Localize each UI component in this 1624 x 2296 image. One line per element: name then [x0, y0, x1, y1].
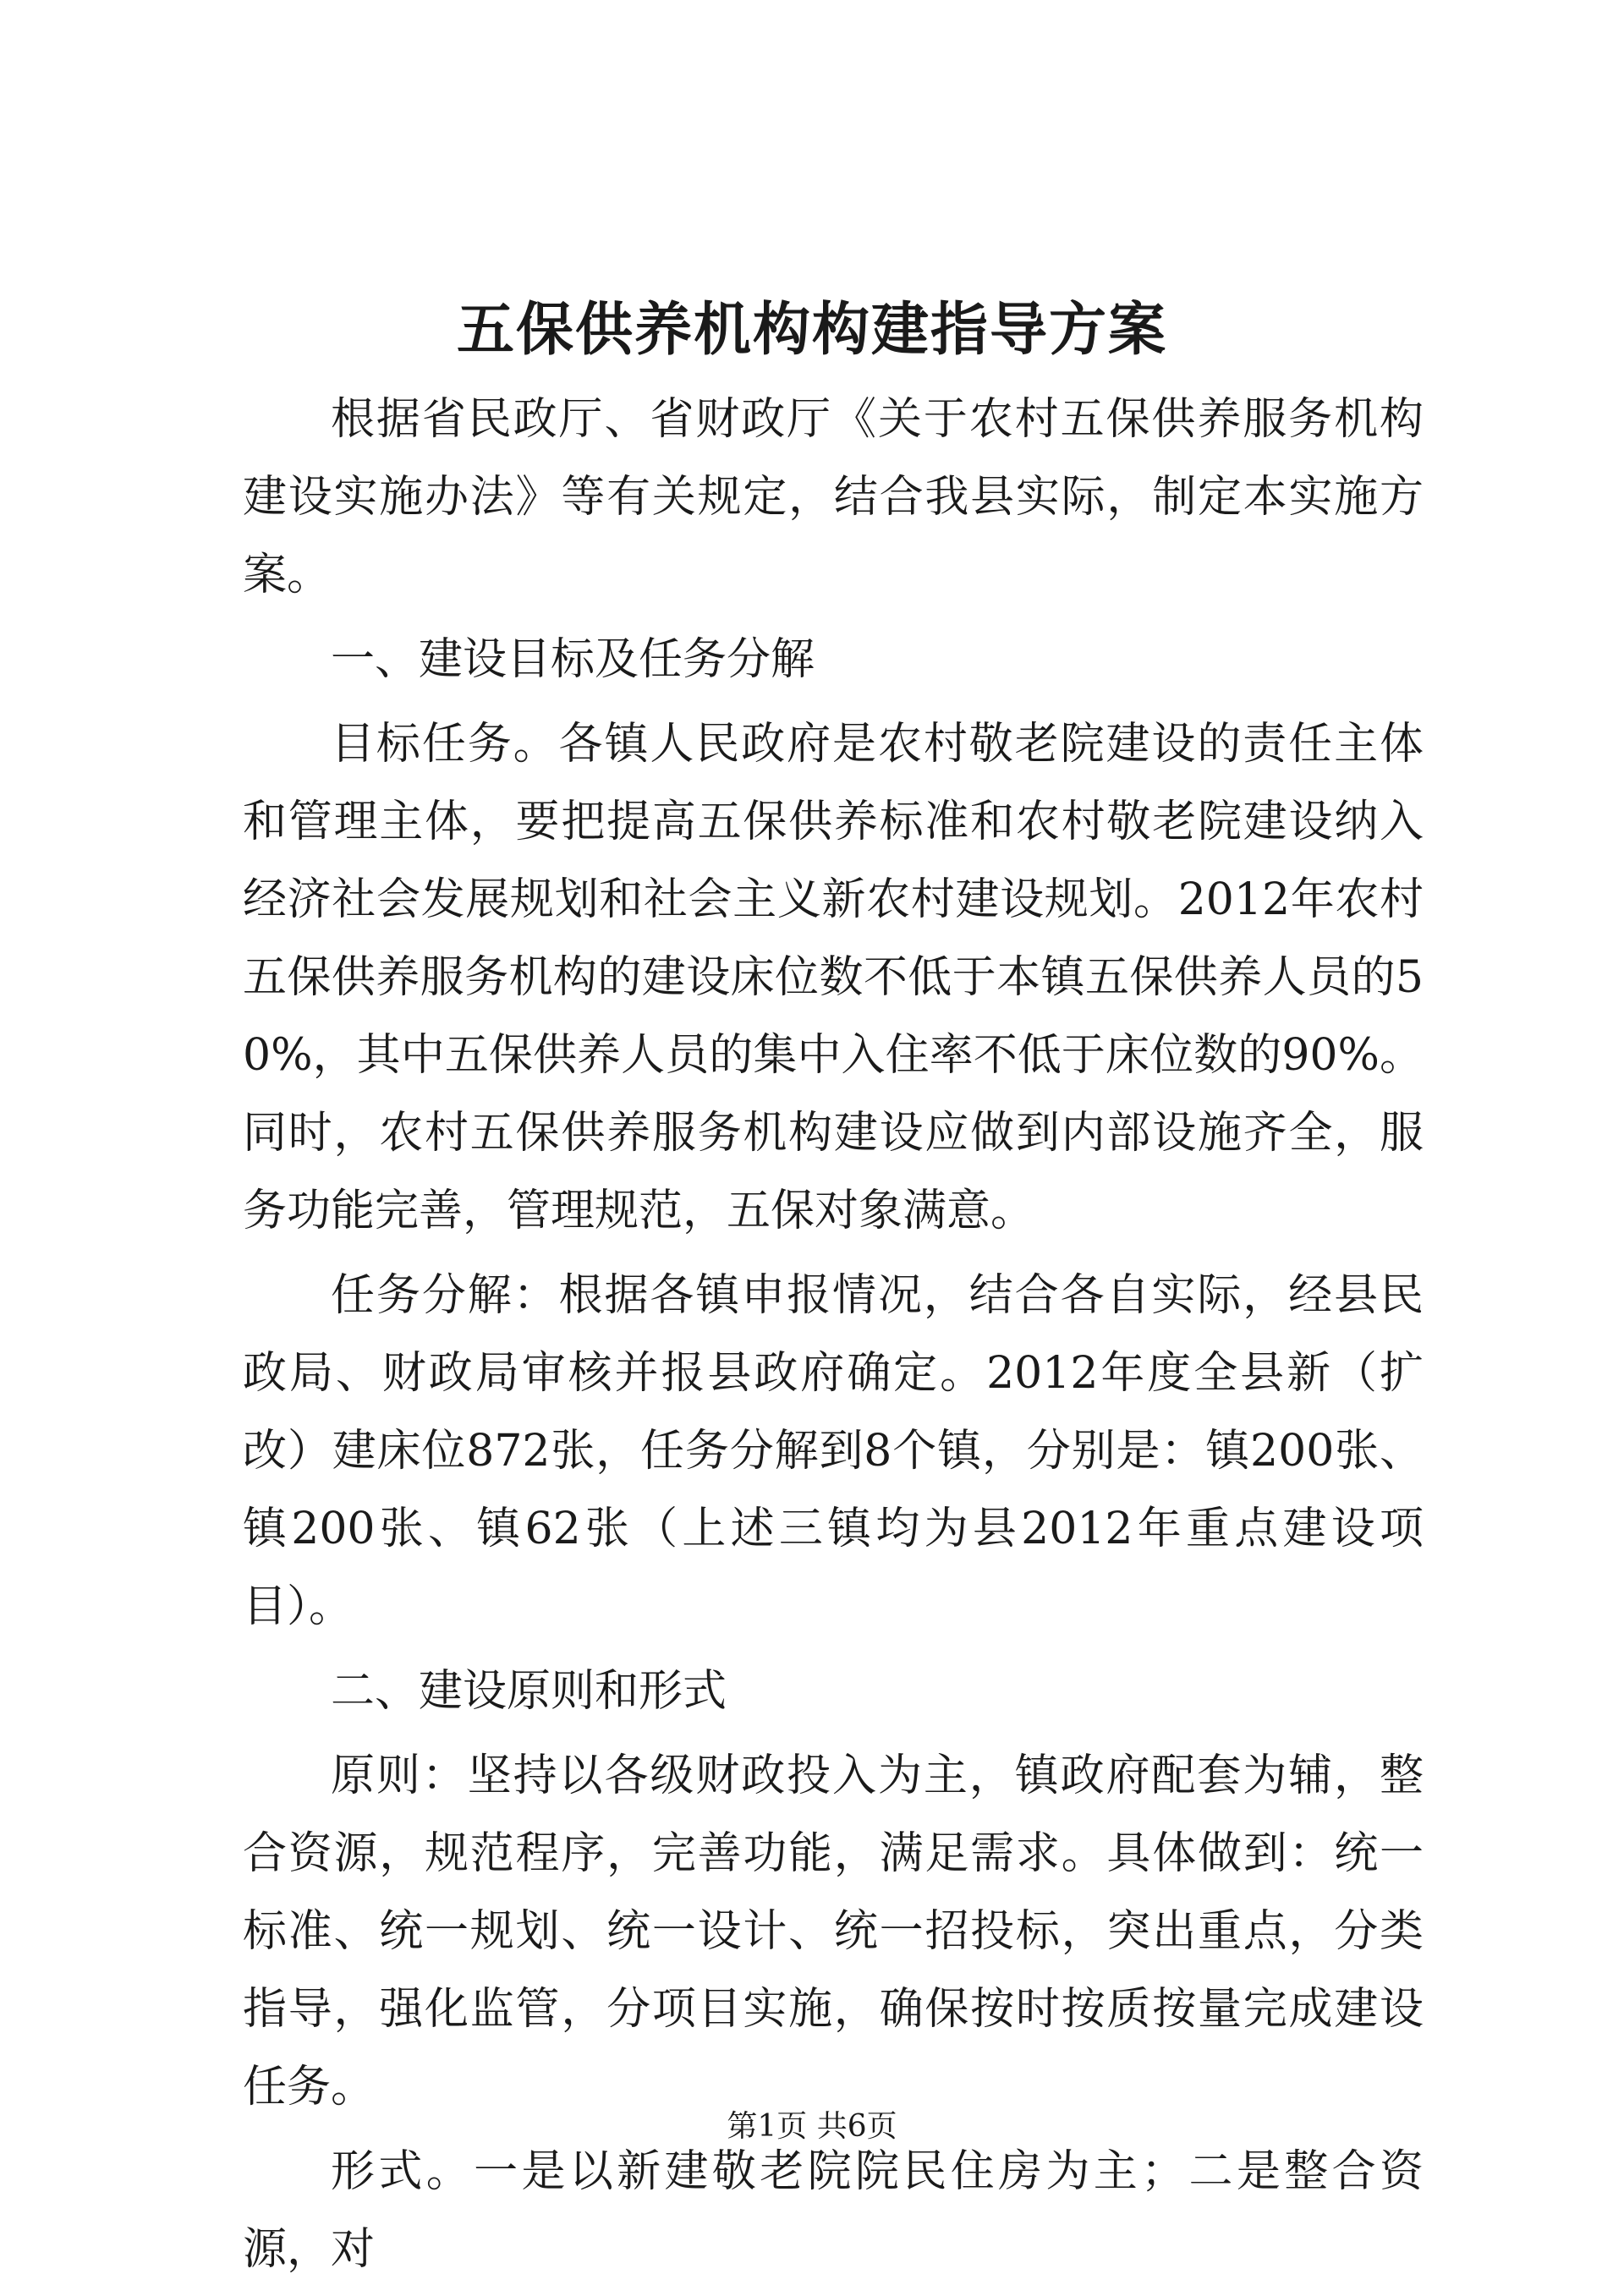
form-paragraph: 形式。一是以新建敬老院院民住房为主；二是整合资源，对 [243, 2146, 1424, 2275]
goal-paragraph: 目标任务。各镇人民政府是农村敬老院建设的责任主体和管理主体，要把提高五保供养标准和农村敬老院建设纳入经济社会发展规划和社会主义新农村建设规划。2012年农村五保供养服务机构的建设床位数不低于本镇五保供养人员的50%，其中五保供养人员的集中入住率不低于床位数的90%。同时，农村五保供养服务机构建设应做到内部设施齐全，服务功能完善，管理规范，五保对象满意。 [243, 719, 1424, 1236]
principle-paragraph: 原则：坚持以各级财政投入为主，镇政府配套为辅，整合资源，规范程序，完善功能，满足需求。具体做到：统一标准、统一规划、统一设计、统一招投标，突出重点，分类指导，强化监管，分项目实施，确保按时按质按量完成建设任务。 [243, 1751, 1424, 2112]
task-breakdown-paragraph: 任务分解：根据各镇申报情况，结合各自实际，经县民政局、财政局审核并报县政府确定。2012年度全县新（扩改）建床位872张，任务分解到8个镇，分别是：镇200张、镇200张、镇62张（上述三镇均为县2012年重点建设项目）。 [243, 1270, 1424, 1632]
document-title: 五保供养机构构建指导方案 [456, 296, 1167, 364]
section-heading-1: 一、建设目标及任务分解 [331, 634, 815, 685]
page-number-footer: 第1页 共6页 [727, 2109, 897, 2144]
section-heading-2: 二、建设原则和形式 [331, 1666, 727, 1717]
document-body [243, 381, 1424, 2288]
intro-paragraph: 根据省民政厅、省财政厅《关于农村五保供养服务机构建设实施办法》等有关规定，结合我县实际，制定本实施方案。 [243, 394, 1424, 600]
